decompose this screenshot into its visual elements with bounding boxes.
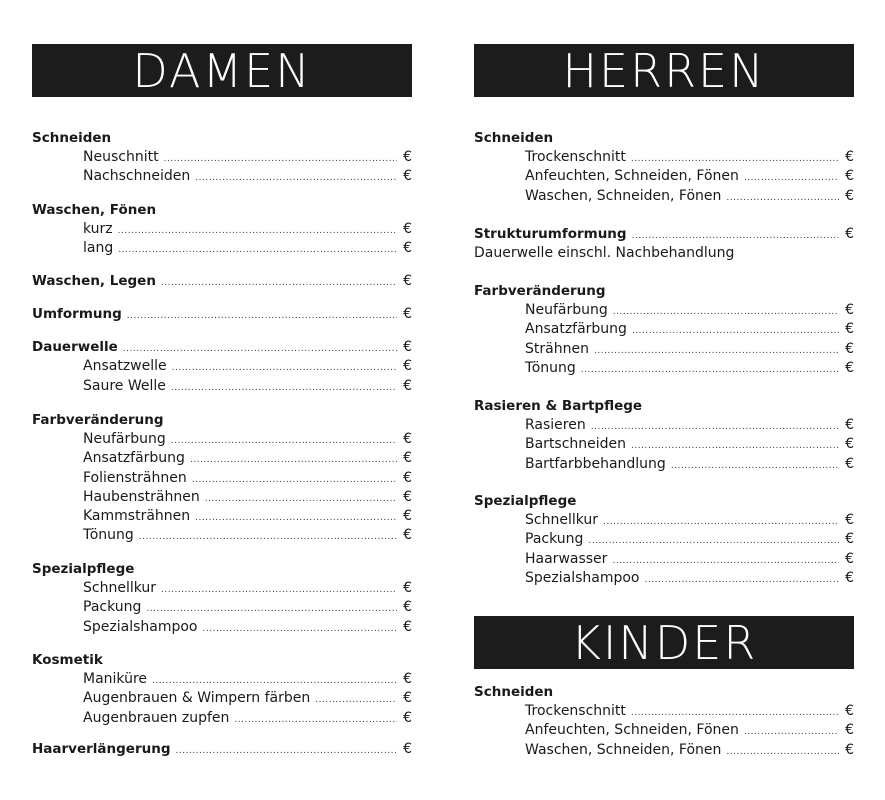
dot-leader — [591, 418, 839, 437]
currency: € — [845, 722, 854, 739]
currency: € — [403, 339, 412, 355]
price-row — [32, 579, 412, 598]
currency: € — [845, 226, 854, 242]
currency: € — [403, 168, 412, 185]
service-label: Neufärbung — [525, 302, 608, 318]
section-title: Waschen, Fönen — [32, 202, 157, 218]
price-row — [32, 338, 412, 357]
section-title: Haarverlängerung — [32, 741, 171, 757]
service-label: Tönung — [83, 527, 134, 544]
price-row — [32, 357, 412, 376]
dot-leader — [645, 571, 840, 590]
currency: € — [403, 306, 412, 322]
section-title: Kosmetik — [32, 652, 103, 668]
dot-leader — [726, 189, 839, 208]
currency: € — [845, 417, 854, 433]
currency: € — [845, 512, 854, 528]
price-row — [474, 511, 854, 530]
service-label: Anfeuchten, Schneiden, Fönen — [525, 722, 739, 739]
currency: € — [403, 240, 412, 257]
price-row — [474, 148, 854, 167]
service-label: kurz — [83, 221, 113, 237]
dot-leader — [612, 552, 839, 571]
herren-rasieren-section — [474, 397, 854, 474]
dot-leader — [581, 361, 839, 380]
dot-leader — [118, 241, 397, 260]
section-title: Schneiden — [474, 684, 554, 700]
price-row — [32, 305, 412, 324]
dot-leader — [726, 743, 839, 762]
service-label: Augenbrauen & Wimpern färben — [83, 690, 311, 707]
price-row — [474, 301, 854, 320]
damen-waschen-foenen-section — [32, 201, 412, 259]
currency: € — [845, 569, 854, 586]
currency: € — [845, 340, 854, 357]
service-label: Saure Welle — [83, 377, 166, 394]
service-label: Augenbrauen zupfen — [83, 709, 230, 726]
service-label: Maniküre — [83, 671, 148, 687]
service-label: Haubensträhnen — [83, 488, 200, 505]
currency: € — [403, 527, 412, 544]
service-label: Waschen, Schneiden, Fönen — [525, 741, 722, 758]
currency: € — [845, 531, 854, 548]
currency: € — [403, 508, 412, 525]
dot-leader — [744, 723, 839, 742]
section-title: Farbveränderung — [32, 412, 164, 428]
dot-leader — [127, 307, 397, 326]
currency: € — [845, 302, 854, 318]
service-label: Spezialshampoo — [525, 569, 640, 586]
dot-leader — [161, 274, 397, 293]
section-title: Umformung — [32, 306, 122, 322]
currency: € — [845, 550, 854, 567]
currency: € — [845, 168, 854, 185]
price-row — [32, 430, 412, 449]
price-row — [474, 741, 854, 760]
currency: € — [845, 321, 854, 338]
price-row — [474, 359, 854, 378]
dot-leader — [315, 691, 397, 710]
currency: € — [403, 690, 412, 707]
price-row — [474, 721, 854, 740]
price-row — [32, 272, 412, 291]
currency: € — [403, 221, 412, 237]
dot-leader — [171, 432, 397, 451]
herren-strukturumformung-section — [474, 225, 854, 263]
service-label: Packung — [83, 599, 142, 616]
section-title: Schneiden — [32, 130, 112, 146]
section-title: Schneiden — [474, 130, 554, 146]
currency: € — [403, 618, 412, 635]
price-row — [474, 702, 854, 721]
price-row — [474, 416, 854, 435]
section-title: Spezialpflege — [474, 493, 577, 509]
price-row — [474, 455, 854, 474]
price-row — [32, 598, 412, 617]
currency: € — [403, 469, 412, 486]
service-label: Waschen, Schneiden, Fönen — [525, 187, 722, 204]
service-label: Packung — [525, 531, 584, 548]
dot-leader — [588, 532, 839, 551]
price-row — [32, 740, 412, 759]
price-row — [32, 220, 412, 239]
service-label: Foliensträhnen — [83, 469, 187, 486]
price-row — [474, 187, 854, 206]
price-row — [474, 340, 854, 359]
service-label: Haarwasser — [525, 550, 608, 567]
section-title: Dauerwelle — [32, 339, 118, 355]
currency: € — [403, 273, 412, 289]
currency: € — [403, 149, 412, 165]
dot-leader — [164, 150, 397, 169]
price-row — [32, 618, 412, 637]
herren-schneiden-section — [474, 129, 854, 206]
service-label: Tönung — [525, 359, 576, 376]
currency: € — [403, 431, 412, 447]
section-title: Rasieren & Bartpflege — [474, 398, 643, 414]
dot-leader — [118, 222, 397, 241]
price-row — [474, 530, 854, 549]
dot-leader — [632, 322, 839, 341]
price-row — [32, 507, 412, 526]
currency: € — [845, 187, 854, 204]
service-label: Spezialshampoo — [83, 618, 198, 635]
herren-spezialpflege-section — [474, 492, 854, 588]
price-row — [32, 670, 412, 689]
currency: € — [403, 599, 412, 616]
damen-umformung-section — [32, 305, 412, 324]
price-row — [32, 449, 412, 468]
service-note: Dauerwelle einschl. Nachbehandlung — [474, 245, 735, 262]
currency: € — [845, 149, 854, 165]
dot-leader — [176, 742, 397, 761]
currency: € — [403, 671, 412, 687]
service-label: Strähnen — [525, 340, 589, 357]
service-label: Neuschnitt — [83, 149, 159, 165]
service-label: Schnellkur — [83, 580, 157, 596]
kinder-schneiden-section — [474, 683, 854, 760]
price-row — [32, 148, 412, 167]
dot-leader — [195, 169, 397, 188]
price-row — [474, 225, 854, 244]
dot-leader — [671, 457, 839, 476]
price-row — [474, 320, 854, 339]
damen-kosmetik-section — [32, 651, 412, 728]
damen-schneiden-section — [32, 129, 412, 187]
herren-banner: HERREN — [474, 44, 854, 97]
currency: € — [845, 703, 854, 719]
price-row — [474, 167, 854, 186]
currency: € — [403, 709, 412, 726]
price-row — [32, 167, 412, 186]
currency: € — [403, 580, 412, 596]
currency: € — [845, 436, 854, 453]
damen-farbveraenderung-section — [32, 411, 412, 546]
section-title: Spezialpflege — [32, 561, 135, 577]
service-label: Trockenschnitt — [525, 149, 626, 165]
dot-leader — [613, 303, 839, 322]
section-title: Strukturumformung — [474, 226, 627, 242]
price-row — [32, 689, 412, 708]
service-label: Neufärbung — [83, 431, 166, 447]
currency: € — [845, 455, 854, 472]
service-label: Anfeuchten, Schneiden, Fönen — [525, 168, 739, 185]
price-row — [32, 526, 412, 545]
dot-leader — [603, 513, 839, 532]
dot-leader — [192, 471, 397, 490]
service-label: Schnellkur — [525, 512, 599, 528]
currency: € — [403, 450, 412, 467]
dot-leader — [203, 620, 398, 639]
dot-leader — [139, 528, 397, 547]
dot-leader — [195, 509, 397, 528]
currency: € — [403, 358, 412, 375]
price-row — [32, 377, 412, 396]
dot-leader — [172, 359, 397, 378]
herren-farbveraenderung-section — [474, 282, 854, 378]
price-row — [32, 488, 412, 507]
damen-dauerwelle-section — [32, 338, 412, 396]
service-label: Bartschneiden — [525, 436, 627, 453]
currency: € — [845, 359, 854, 376]
service-label: Kammsträhnen — [83, 508, 191, 525]
dot-leader — [744, 169, 839, 188]
service-label: Bartfarbbehandlung — [525, 455, 666, 472]
dot-leader — [594, 342, 839, 361]
damen-spezialpflege-section — [32, 560, 412, 637]
damen-waschen-legen-section — [32, 272, 412, 291]
currency: € — [403, 741, 412, 757]
damen-banner: DAMEN — [32, 44, 412, 97]
service-label: Ansatzfärbung — [83, 450, 185, 467]
price-row — [32, 469, 412, 488]
service-label: Ansatzfärbung — [525, 321, 627, 338]
dot-leader — [234, 711, 397, 730]
currency: € — [403, 377, 412, 394]
dot-leader — [205, 490, 397, 509]
service-label: Ansatzwelle — [83, 358, 167, 375]
service-label: lang — [83, 240, 114, 257]
price-row — [474, 550, 854, 569]
dot-leader — [171, 379, 397, 398]
service-label: Rasieren — [525, 417, 586, 433]
currency: € — [403, 488, 412, 505]
price-row — [474, 569, 854, 588]
section-title: Waschen, Legen — [32, 273, 156, 289]
dot-leader — [161, 581, 397, 600]
section-title: Farbveränderung — [474, 283, 606, 299]
service-label: Trockenschnitt — [525, 703, 626, 719]
price-row — [32, 239, 412, 258]
price-row — [474, 435, 854, 454]
service-label: Nachschneiden — [83, 168, 191, 185]
currency: € — [845, 741, 854, 758]
price-row — [32, 709, 412, 728]
damen-haarverlaengerung-section — [32, 740, 412, 759]
dot-leader — [190, 451, 397, 470]
kinder-banner: KINDER — [474, 616, 854, 669]
